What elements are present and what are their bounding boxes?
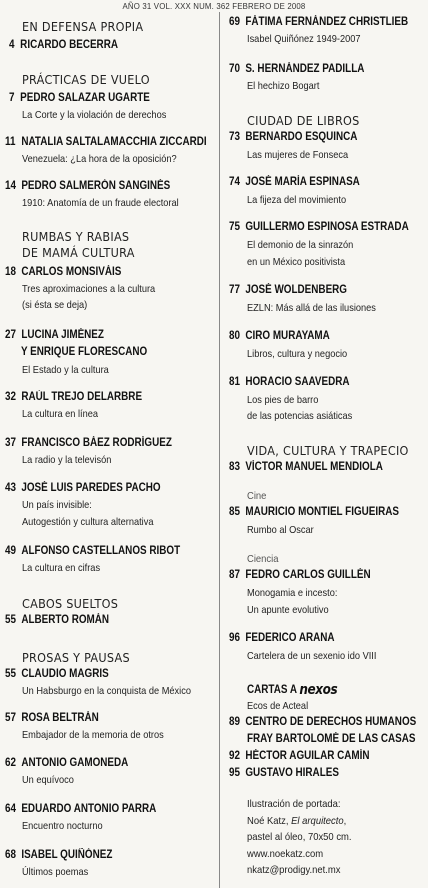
entry-title: (si ésta se deja) — [22, 299, 88, 311]
entry-title: Rumbo al Oscar — [247, 524, 314, 536]
entry-author: 11 NATALIA SALTALAMACCHIA ZICCARDI — [5, 136, 207, 148]
entry-author: 70 S. HERNÁNDEZ PADILLA — [229, 63, 365, 75]
entry-title: El hechizo Bogart — [247, 80, 320, 92]
entry-author: 89 CENTRO DE DERECHOS HUMANOS — [229, 716, 417, 728]
entry-title: Cartelera de un sexenio ido VIII — [247, 650, 377, 662]
subsection-tag: Ciencia — [247, 553, 279, 565]
entry-title: 1910: Anatomía de un fraude electoral — [22, 197, 179, 209]
entry-author: 57 ROSA BELTRÁN — [5, 712, 99, 724]
entry-author: 43 JOSÉ LUIS PAREDES PACHO — [5, 482, 161, 494]
entry-title: Isabel Quiñónez 1949-2007 — [247, 33, 361, 45]
entry-author: 75 GUILLERMO ESPINOSA ESTRADA — [229, 221, 409, 233]
entry-author: 18 CARLOS MONSIVÁIS — [5, 266, 122, 278]
entry-author: 49 ALFONSO CASTELLANOS RIBOT — [5, 545, 181, 557]
section-practicas-de-vuelo: PRÁCTICAS DE VUELO — [22, 72, 150, 87]
credit-line: pastel al óleo, 70x50 cm. — [247, 831, 352, 843]
entry-author: 92 HÉCTOR AGUILAR CAMÍN — [229, 750, 370, 762]
entry-author: 7 PEDRO SALAZAR UGARTE — [9, 92, 150, 104]
column-divider — [219, 12, 220, 888]
entry-title: Últimos poemas — [22, 866, 89, 878]
section-de-mama-cultura: DE MAMÁ CULTURA — [22, 245, 135, 260]
section-prosas-y-pausas: PROSAS Y PAUSAS — [22, 650, 130, 665]
entry-author: Y ENRIQUE FLORESCANO — [21, 346, 148, 358]
entry-author: 55 CLAUDIO MAGRIS — [5, 668, 109, 680]
entry-author: 85 MAURICIO MONTIEL FIGUEIRAS — [229, 506, 400, 518]
entry-title: Las mujeres de Fonseca — [247, 149, 349, 161]
subsection-tag: Ecos de Acteal — [247, 700, 309, 712]
entry-title: Libros, cultura y negocio — [247, 348, 348, 360]
section-cartas-a-nexos: CARTAS A nexos — [247, 682, 338, 698]
entry-author: 69 FÁTIMA FERNÁNDEZ CHRISTLIEB — [229, 16, 409, 28]
section-rumbas-y-rabias: RUMBAS Y RABIAS — [22, 229, 130, 244]
entry-title: El demonio de la sinrazón — [247, 239, 354, 251]
entry-title: El Estado y la cultura — [22, 364, 109, 376]
entry-author: 74 JOSÉ MARÍA ESPINASA — [229, 176, 360, 188]
credit-line: Noé Katz, El arquitecto, — [247, 814, 347, 827]
entry-title: Los pies de barro — [247, 394, 319, 406]
entry-author: 96 FEDERICO ARANA — [229, 632, 335, 644]
entry-title: La radio y la televisón — [22, 454, 112, 466]
entry-title: Un equívoco — [22, 774, 74, 786]
entry-title: Embajador de la memoria de otros — [22, 729, 164, 741]
entry-author: 64 EDUARDO ANTONIO PARRA — [5, 803, 157, 815]
entry-author: 4 RICARDO BECERRA — [9, 39, 118, 51]
entry-author: 80 CIRO MURAYAMA — [229, 330, 330, 342]
entry-author: FRAY BARTOLOMÉ DE LAS CASAS — [247, 733, 416, 745]
entry-author: 95 GUSTAVO HIRALES — [229, 767, 339, 779]
section-cabos-sueltos: CABOS SUELTOS — [22, 596, 119, 611]
email-link[interactable]: nkatz@prodigy.net.mx — [247, 864, 341, 876]
section-vida-cultura-y-trapecio: VIDA, CULTURA Y TRAPECIO — [247, 443, 409, 458]
entry-author: 55 ALBERTO ROMÁN — [5, 614, 110, 626]
entry-title: La Corte y la violación de derechos — [22, 109, 167, 121]
entry-author: 77 JOSÉ WOLDENBERG — [229, 284, 348, 296]
entry-title: EZLN: Más allá de las ilusiones — [247, 302, 376, 314]
credit-line: Ilustración de portada: — [247, 798, 341, 810]
nexos-logo: nexos — [299, 682, 338, 698]
entry-author: 81 HORACIO SAAVEDRA — [229, 376, 350, 388]
entry-title: Un Habsburgo en la conquista de México — [22, 685, 191, 697]
entry-title: en un México positivista — [247, 256, 346, 268]
entry-title: de las potencias asiáticas — [247, 410, 353, 422]
entry-author: 37 FRANCISCO BÁEZ RODRÍGUEZ — [5, 437, 172, 449]
website-link[interactable]: www.noekatz.com — [247, 847, 324, 860]
entry-title: Tres aproximaciones a la cultura — [22, 283, 156, 295]
subsection-tag: Cine — [247, 490, 267, 502]
cover-credit — [247, 796, 352, 879]
entry-author: 83 VÍCTOR MANUEL MENDIOLA — [229, 461, 383, 473]
section-ciudad-de-libros: CIUDAD DE LIBROS — [247, 113, 360, 128]
entry-author: 73 BERNARDO ESQUINCA — [229, 131, 358, 143]
entry-title: Un apunte evolutivo — [247, 604, 329, 616]
entry-author: 68 ISABEL QUIÑÓNEZ — [5, 849, 113, 861]
section-en-defensa-propia: EN DEFENSA PROPIA — [22, 19, 144, 34]
entry-author: 27 LUCINA JIMÉNEZ — [5, 329, 104, 341]
entry-title: La cultura en cifras — [22, 562, 101, 574]
entry-author: 87 FEDRO CARLOS GUILLÉN — [229, 569, 371, 581]
entry-author: 32 RAÚL TREJO DELARBRE — [5, 391, 143, 403]
entry-title: Venezuela: ¿La hora de la oposición? — [22, 153, 177, 165]
entry-author: 62 ANTONIO GAMONEDA — [5, 757, 129, 769]
entry-title: Monogamia e incesto: — [247, 587, 338, 599]
entry-author: 14 PEDRO SALMERÓN SANGINÉS — [5, 180, 171, 192]
entry-title: La cultura en línea — [22, 408, 99, 420]
entry-title: Un país invisible: — [22, 499, 92, 511]
entry-title: La fijeza del movimiento — [247, 194, 347, 206]
issue-header: AÑO 31 VOL. XXX NUM. 362 FEBRERO DE 2008 — [122, 1, 306, 11]
entry-title: Encuentro nocturno — [22, 820, 103, 832]
entry-title: Autogestión y cultura alternativa — [22, 516, 154, 528]
